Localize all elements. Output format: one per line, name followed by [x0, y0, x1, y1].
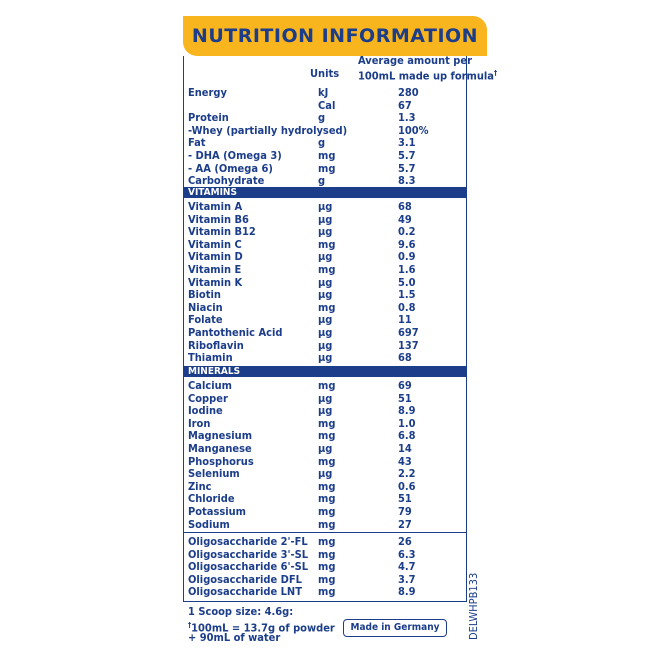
nutrient-value: 79	[398, 505, 412, 518]
nutrient-name: Vitamin D	[188, 250, 243, 264]
nutrient-name: Energy	[188, 86, 227, 99]
nutrient-name: Magnesium	[188, 429, 253, 443]
nutrient-name: Biotin	[188, 288, 221, 302]
nutrient-unit: mg	[318, 454, 336, 468]
nutrient-unit: µg	[318, 338, 333, 352]
nutrient-name: Iron	[188, 416, 211, 430]
nutrient-unit: µg	[318, 326, 333, 339]
nutrient-unit: µg	[318, 288, 333, 302]
nutrient-unit: mg	[318, 237, 336, 251]
nutrient-unit: µg	[318, 391, 333, 405]
nutrient-name: Vitamin A	[188, 200, 243, 213]
nutrient-unit: g	[318, 136, 326, 150]
nutrient-value: 68	[398, 200, 412, 213]
nutrient-name: Manganese	[188, 442, 252, 455]
nutrient-unit: g	[318, 111, 326, 125]
nutrient-name: Phosphorus	[188, 454, 254, 468]
nutrient-name: Sodium	[188, 517, 230, 531]
title-banner	[183, 16, 487, 56]
nutrient-unit: µg	[318, 467, 333, 481]
nutrient-value: 1.3	[398, 111, 416, 125]
nutrient-unit: mg	[318, 492, 336, 506]
nutrient-unit: mg	[318, 547, 336, 561]
minerals-section-header: MINERALS	[183, 366, 467, 377]
nutrient-name: - DHA (Omega 3)	[188, 149, 282, 162]
nutrient-name: Vitamin B12	[188, 225, 256, 239]
nutrient-value: 100%	[398, 123, 429, 137]
nutrient-name: Fat	[188, 136, 206, 150]
footnote-dagger: †	[188, 621, 192, 629]
nutrient-value: 8.9	[398, 404, 416, 418]
nutrient-value: 14	[398, 442, 412, 455]
nutrient-value: 1.0	[398, 416, 416, 430]
nutrient-unit: kJ	[318, 86, 329, 99]
nutrient-value: 1.5	[398, 288, 416, 302]
average-header-line1: Average amount per	[358, 54, 472, 67]
average-header	[358, 55, 498, 83]
nutrient-name: -Whey (partially hydrolysed)	[188, 123, 348, 137]
nutrient-name: Vitamin E	[188, 263, 242, 276]
made-in-badge: Made in Germany	[343, 619, 447, 637]
nutrient-unit: mg	[318, 263, 336, 276]
nutrient-name: Niacin	[188, 300, 223, 314]
nutrient-name: Folate	[188, 313, 223, 327]
nutrient-value: 5.7	[398, 161, 416, 175]
nutrient-unit: µg	[318, 250, 333, 264]
nutrient-unit: mg	[318, 585, 336, 599]
nutrient-name: Pantothenic Acid	[188, 326, 283, 339]
nutrient-value: 8.3	[398, 174, 416, 188]
nutrient-unit: mg	[318, 429, 336, 443]
nutrient-unit: Cal	[318, 98, 336, 112]
nutrient-value: 49	[398, 212, 412, 226]
nutrient-unit: µg	[318, 275, 333, 289]
nutrient-unit: mg	[318, 161, 336, 175]
nutrient-name: Thiamin	[188, 351, 233, 365]
nutrient-name: Selenium	[188, 467, 240, 481]
nutrient-name: Oligosaccharide 2'-FL	[188, 535, 308, 548]
nutrient-value: 6.3	[398, 547, 416, 561]
nutrient-unit: µg	[318, 404, 333, 418]
nutrient-value: 0.9	[398, 250, 416, 264]
nutrient-unit: mg	[318, 572, 336, 586]
nutrient-unit: mg	[318, 560, 336, 574]
nutrient-unit: mg	[318, 379, 336, 392]
oligosaccharide-divider	[183, 532, 467, 533]
nutrient-value: 11	[398, 313, 412, 327]
nutrient-unit: mg	[318, 300, 336, 314]
nutrient-value: 0.6	[398, 479, 416, 493]
nutrient-unit: mg	[318, 517, 336, 531]
nutrient-value: 26	[398, 535, 412, 548]
nutrient-unit: µg	[318, 200, 333, 213]
nutrient-name: Copper	[188, 391, 228, 405]
nutrient-value: 5.7	[398, 149, 416, 162]
water-ratio-line2: + 90mL of water	[188, 631, 281, 644]
nutrient-unit: mg	[318, 479, 336, 493]
nutrient-value: 0.2	[398, 225, 416, 239]
nutrient-name: Protein	[188, 111, 229, 125]
nutrient-value: 0.8	[398, 300, 416, 314]
nutrient-value: 2.2	[398, 467, 416, 481]
nutrient-value: 27	[398, 517, 412, 531]
nutrient-name: - AA (Omega 6)	[188, 161, 273, 175]
dagger-mark: †	[493, 69, 498, 77]
nutrient-name: Riboflavin	[188, 338, 244, 352]
nutrient-value: 3.1	[398, 136, 416, 150]
nutrient-value: 3.7	[398, 572, 416, 586]
nutrient-value: 69	[398, 379, 412, 392]
nutrient-name: Carbohydrate	[188, 174, 265, 188]
water-ratio-line1: †100mL = 13.7g of powder	[188, 621, 335, 635]
nutrient-name: Vitamin C	[188, 237, 242, 251]
nutrient-unit: µg	[318, 351, 333, 365]
nutrient-unit: g	[318, 174, 326, 188]
page-title: NUTRITION INFORMATION	[191, 25, 479, 47]
nutrient-unit: mg	[318, 149, 336, 162]
nutrient-name: Oligosaccharide LNT	[188, 585, 302, 599]
vitamins-section-header: VITAMINS	[183, 187, 467, 198]
nutrient-unit: µg	[318, 442, 333, 455]
nutrient-name: Potassium	[188, 505, 246, 518]
average-header-line2: 100mL made up formula†	[358, 69, 498, 83]
nutrient-value: 137	[398, 338, 419, 352]
units-header: Units	[310, 67, 340, 80]
nutrient-name: Zinc	[188, 479, 212, 493]
nutrient-name: Vitamin B6	[188, 212, 249, 226]
nutrient-unit: µg	[318, 313, 333, 327]
nutrient-unit: mg	[318, 505, 336, 518]
nutrient-value: 280	[398, 86, 419, 99]
nutrient-value: 9.6	[398, 237, 416, 251]
nutrient-value: 51	[398, 492, 412, 506]
nutrient-value: 51	[398, 391, 412, 405]
nutrient-value: 4.7	[398, 560, 416, 574]
scoop-size-text: 1 Scoop size: 4.6g:	[188, 605, 294, 618]
nutrient-unit: µg	[318, 212, 333, 226]
nutrient-value: 5.0	[398, 275, 416, 289]
nutrient-value: 67	[398, 98, 412, 112]
nutrient-name: Oligosaccharide DFL	[188, 572, 302, 586]
nutrient-value: 1.6	[398, 263, 416, 276]
nutrient-unit: mg	[318, 416, 336, 430]
nutrient-name: Oligosaccharide 6'-SL	[188, 560, 309, 574]
nutrient-name: Calcium	[188, 379, 232, 392]
nutrient-name: Oligosaccharide 3'-SL	[188, 547, 309, 561]
product-code: DELWHPB133	[467, 572, 480, 640]
nutrient-unit: mg	[318, 535, 336, 548]
nutrient-value: 43	[398, 454, 412, 468]
nutrient-value: 6.8	[398, 429, 416, 443]
nutrient-value: 8.9	[398, 585, 416, 599]
nutrient-name: Iodine	[188, 404, 223, 418]
nutrient-name: Vitamin K	[188, 275, 243, 289]
nutrient-unit: µg	[318, 225, 333, 239]
nutrient-value: 68	[398, 351, 412, 365]
nutrient-name: Chloride	[188, 492, 235, 506]
nutrient-value: 697	[398, 326, 419, 339]
